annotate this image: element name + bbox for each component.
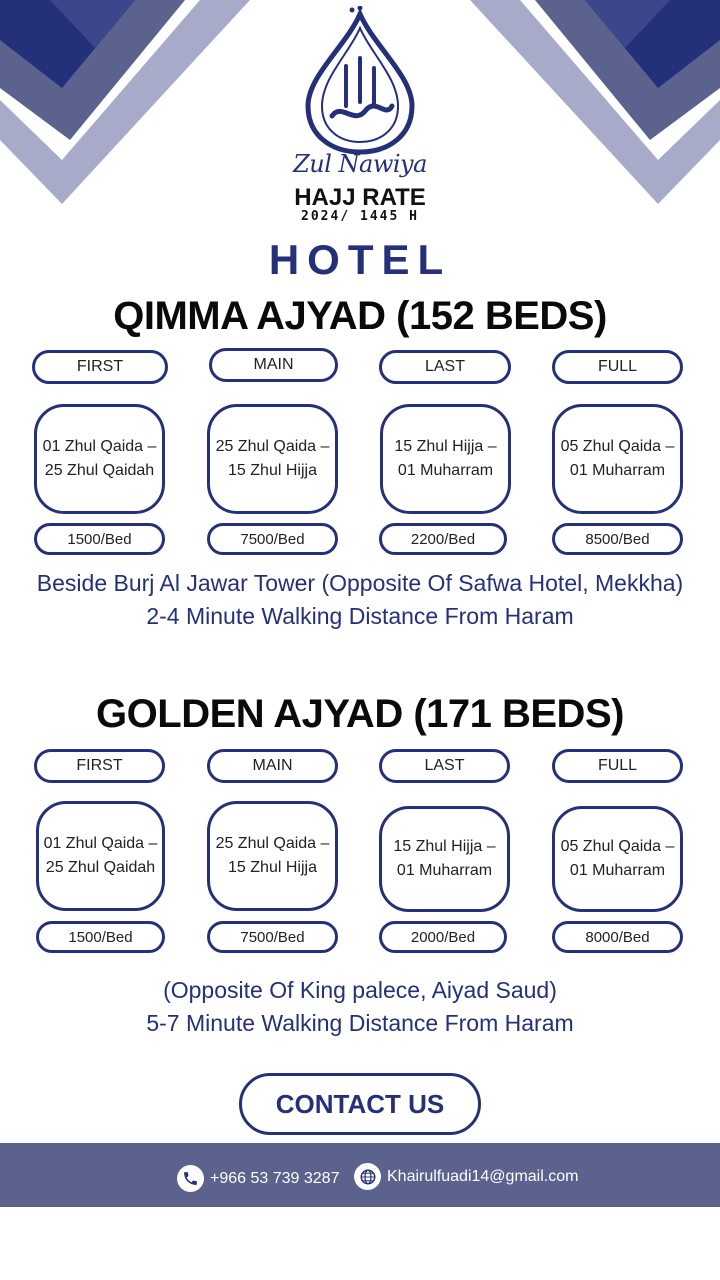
package-label-main: MAIN: [209, 348, 338, 382]
package-price: 1500/Bed: [34, 523, 165, 555]
hotel-walking-distance: 2-4 Minute Walking Distance From Haram: [146, 603, 574, 629]
package-price: 1500/Bed: [36, 921, 165, 953]
phone-icon: [177, 1165, 204, 1192]
package-label-first: FIRST: [32, 350, 168, 384]
package-price: 8000/Bed: [552, 921, 683, 953]
package-label-last: LAST: [379, 350, 511, 384]
package-price: 7500/Bed: [207, 523, 338, 555]
package-price: 2200/Bed: [379, 523, 507, 555]
brand-name: Zul Nawiya: [293, 150, 427, 178]
email-address: Khairulfuadi14@gmail.com: [387, 1167, 579, 1185]
hotel-heading: HOTEL: [268, 236, 452, 283]
package-dates: 01 Zhul Qaida – 25 Zhul Qaidah: [36, 801, 165, 911]
corner-decoration-left: [0, 0, 250, 210]
footer-email[interactable]: [354, 1163, 578, 1190]
package-dates: 15 Zhul Hijja – 01 Muharram: [380, 404, 511, 514]
hotel-location: Beside Burj Al Jawar Tower (Opposite Of Safwa Hotel, Mekkha): [36, 570, 684, 596]
package-label-full: FULL: [552, 350, 683, 384]
package-dates: 15 Zhul Hijja – 01 Muharram: [379, 806, 510, 912]
hajj-rate-title: HAJJ RATE: [294, 184, 426, 211]
corner-decoration-right: [470, 0, 720, 210]
package-dates: 05 Zhul Qaida – 01 Muharram: [552, 404, 683, 514]
globe-icon: [354, 1163, 381, 1190]
package-label-main: MAIN: [207, 749, 338, 783]
footer-phone[interactable]: [177, 1165, 339, 1192]
package-dates: 05 Zhul Qaida – 01 Muharram: [552, 806, 683, 912]
contact-us-button[interactable]: CONTACT US: [239, 1073, 481, 1135]
calligraphy-logo: [296, 6, 424, 156]
hotel-section: [0, 692, 720, 1036]
package-price: 2000/Bed: [379, 921, 507, 953]
package-dates: 01 Zhul Qaida – 25 Zhul Qaidah: [34, 404, 165, 514]
package-label-first: FIRST: [34, 749, 165, 783]
hotel-name: GOLDEN AJYAD (171 BEDS): [96, 692, 624, 736]
hotel-section: [0, 294, 720, 629]
footer-bar: [0, 1143, 720, 1207]
hotel-name: QIMMA AJYAD (152 BEDS): [113, 294, 607, 338]
hajj-year: 2024/ 1445 H: [301, 209, 419, 224]
phone-number: +966 53 739 3287: [210, 1169, 340, 1187]
package-dates: 25 Zhul Qaida – 15 Zhul Hijja: [207, 801, 338, 911]
package-label-last: LAST: [379, 749, 510, 783]
package-price: 7500/Bed: [207, 921, 338, 953]
hotel-walking-distance: 5-7 Minute Walking Distance From Haram: [146, 1010, 574, 1036]
package-label-full: FULL: [552, 749, 683, 783]
package-price: 8500/Bed: [552, 523, 683, 555]
package-dates: 25 Zhul Qaida – 15 Zhul Hijja: [207, 404, 338, 514]
hotel-location: (Opposite Of King palece, Aiyad Saud): [163, 977, 557, 1003]
